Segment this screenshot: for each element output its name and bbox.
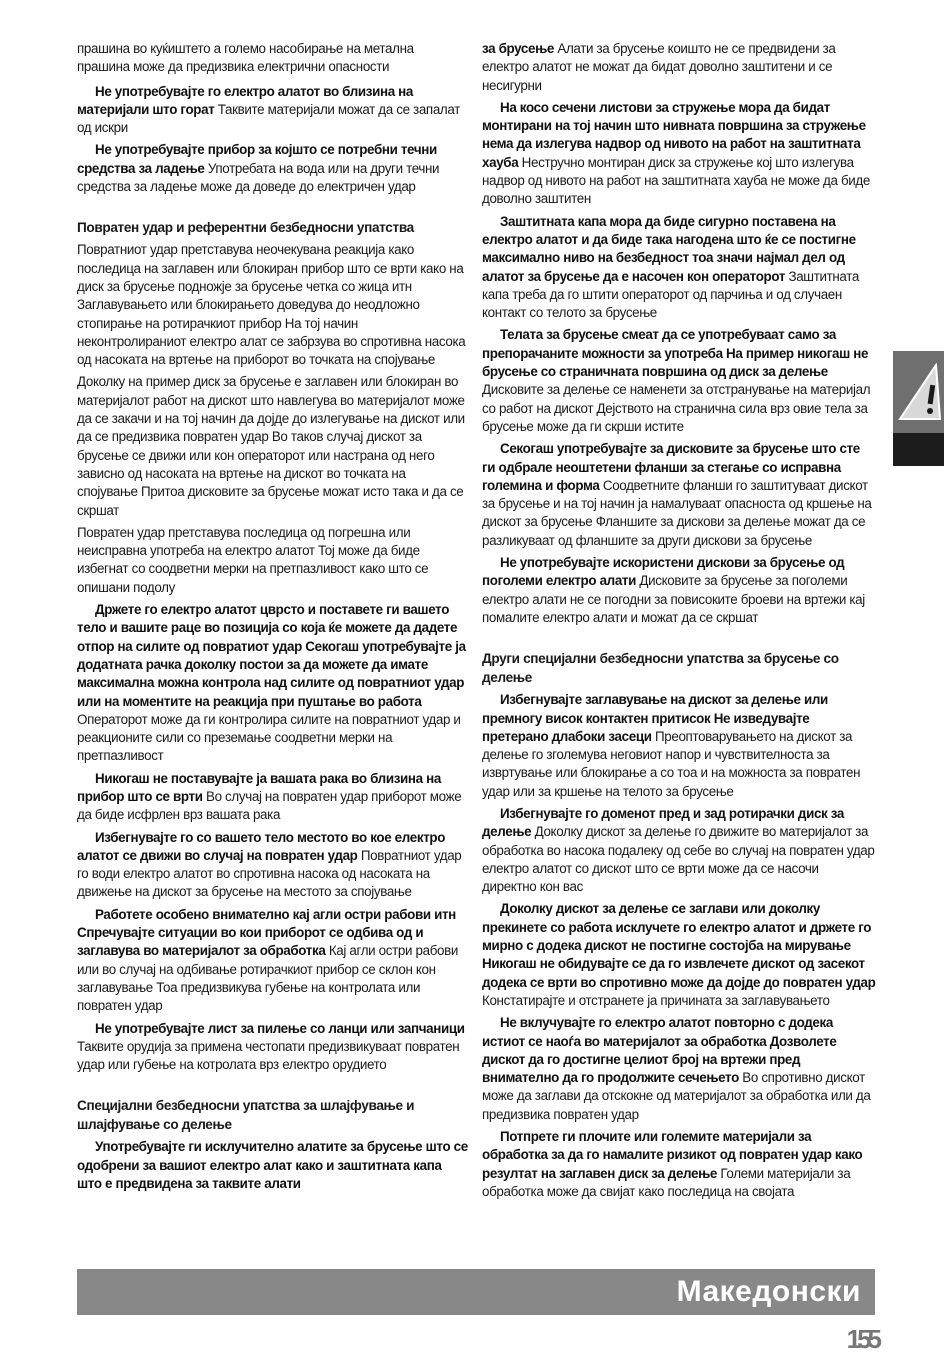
section-heading: Повратен удар и референтни безбедносни упатства — [77, 220, 414, 236]
language-label: Македонски — [676, 1275, 861, 1308]
page-number: 155 — [846, 1324, 878, 1354]
warning-triangle-icon — [896, 363, 942, 423]
paragraph: Не употребувајте искористени дискови за брусење од поголеми електро алати Дисковите за брусење за поголеми електро алати не се погодни за повисоките броеви на вртежи кај помалите електро алати и можат да се скршат — [482, 555, 865, 625]
right-column — [482, 40, 876, 1205]
left-column — [77, 40, 469, 1197]
paragraph: Повратниот удар претставува неочекувана реакција како последица на заглавен или блокиран прибор што се врти како на диск за брусење подножје за брусење четка со жица итн Заглавувањето или блокирањето доведува до неодложно стопирање на ротирачкиот прибор На тој начин неконтролираниот електро алат се забрзува во спротивна насока од насоката на вртење на приборот во точката на спојување — [77, 242, 466, 368]
paragraph: Доколку на пример диск за брусење е заглавен или блокиран во материјалот работ на дискот што навлегува во материјалот може да се закачи и на тој начин да дојде до излегување на дискот или да се предизвика повратен удар Во таков случај дискот за брусење се движи или кон операторот или настрана од него зависно од насоката на вртење на дискот во точката на спојување Притоа дисковите за брусење можат исто така и да се скршат — [77, 374, 465, 518]
paragraph: Држете го електро алатот цврсто и поставете ги вашето тело и вашите раце во позиција со која ќе можете да дадете отпор на силите од повратиот удар Секогаш употребувајте ја додатната рачка доколку постои за да можете да имате максимална можна контрола над силите од повратниот удар или на моментите на реакција при пуштање во работа Операторот може да ги контролира силите на повратниот удар и реакционите сили со преземање соодветни мерки на претпазливост — [77, 602, 466, 764]
paragraph: Доколку дискот за делење се заглави или доколку прекинете со работа исклучете го електро алатот и држете го мирно с додека дискот не постигне состојба на мирување Никогаш не обидувајте се да го извлечете дискот од засекот додека се врти во спротивно може да дојде до повратен удар Констатирајте и отстранете ја причината за заглавувањето — [482, 901, 876, 1008]
paragraph: Избегнувајте заглавување на дискот за делење или премногу висок контактен притисок Не изведувајте претерано длабоки засеци Преоптоварувањето на дискот за делење го зголемува неговиот напор и чувствителноста за извртување или блокирање а со тоа и на можноста за повратен удар или за кршење на телото за брусење — [482, 692, 861, 799]
paragraph: Не употребувајте лист за пилење со ланци или запчаници Таквите орудија за примена честопати предизвикуваат повратен удар или губење на котролата врз електро орудието — [77, 1020, 465, 1073]
paragraph: Не употребувајте прибор за којшто се потребни течни средства за ладење Употребата на вода или на други течни средства за ладење може да доведе до електричен удар — [77, 142, 440, 195]
paragraph: Секогаш употребувајте за дисковите за брусење што сте ги одбрале неоштетени фланши за стегање со исправна големина и форма Соодветните фланши го заштитуваат дискот за брусење и на тој начин ја намалуваат опасноста од кршење на дискот за брусење Фланшите за дискови за делење можат да се разликуваат од фланшите за други дискови за брусење — [482, 441, 872, 548]
paragraph: Работете особено внимателно кај агли остри рабови итн Спречувајте ситуации во кои приборот се одбива од и заглавува во материјалот за обработка Кај агли остри рабови или во случај на одбивање ротирачкиот прибор се склон кон заглавување Тоа предизвикува губење на контролата или повратен удар — [77, 906, 459, 1014]
paragraph: Телата за брусење смеат да се употребуваат само за препорачаните можности за употреба На пример никогаш не брусење со страничната површина од диск за делење Дисковите за делење се наменети за отстранување на материјал со работ на дискот Дејството на странична сила врз овие тела за брусење може да ги скрши истите — [482, 327, 871, 434]
paragraph: Повратен удар претставува последица од погрешна или неисправна употреба на електро алатот Тој може да биде избегнат со соодветни мерки на претпазливост како што се опишани подолу — [77, 524, 429, 595]
paragraph: На косо сечени листови за стружење мора да бидат монтирани на тој начин што нивната површина за стружење нема да излегува надвор од нивото на работ на заштитната хауба Нестручно монтиран диск за стружење кој што излегува надвор од нивото на работ на заштитната хауба не може да биде доволно заштитен — [482, 99, 870, 207]
language-bar — [77, 1269, 875, 1315]
paragraph: Заштитната капа мора да биде сигурно поставена на електро алатот и да биде така нагодена што ќе се постигне максимално ниво на безбедност тоа значи најмал дел од алатот за брусење да е насочен кон операторот Заштитната капа треба да го штити операторот од парчиња и од случаен контакт со телото за брусење — [482, 213, 859, 321]
paragraph: Избегнувајте го доменот пред и зад ротирачки диск за делење Доколку дискот за делење го движите во материјалот за обработка во насока подалеку од себе во случај на повратен удар електро алатот со дискот што се врти може да се насочи директно кон вас — [482, 805, 875, 895]
paragraph: прашина во куќиштето а големо насобирање на метална прашина може да предизвика електрични опасности — [77, 41, 414, 75]
paragraph: Не употребувајте го електро алатот во близина на материјали што горат Таквите материјали можат да се запалат од искри — [77, 83, 460, 136]
paragraph: Никогаш не поставувајте ја вашата рака во близина на прибор што се врти Во случај на повратен удар приборот може да биде исфрлен врз вашата рака — [77, 770, 462, 823]
section-heading: Специјални безбедносни упатства за шлајфување и шлајфување со делење — [77, 1098, 415, 1133]
paragraph: Не вклучувајте го електро алатот повторно с додека истиот се наоѓа во материјалот за обработка Дозволете дискот да го достигне целиот број на вртежи пред внимателно да го продолжите сечењето Во спротивно дискот може да заглави да отскокне од материјалот за обработка или да предизвика повратен удар — [482, 1015, 871, 1122]
paragraph: Потпрете ги плочите или големите материјали за обработка за да го намалите ризикот од повратен удар како резултат на заглавен диск за делење Големи материјали за обработка може да свијат како последица на својата — [482, 1129, 863, 1199]
paragraph: Употребувајте ги исклучително алатите за брусење што се одобрени за вашиот електро алат како и заштитната капа што е предвидена за таквите алати — [77, 1139, 468, 1192]
section-heading: Други специјални безбедносни упатства за брусење со делење — [482, 651, 839, 686]
paragraph: Избегнувајте го со вашето тело местото во кое електро алатот се движи во случај на повратен удар Повратниот удар го води електро алатот во спротивна насока од насоката на движење на дискот за брусење на местото за спојување — [77, 829, 462, 900]
paragraph: за брусење Алати за брусење коишто не се предвидени за електро алатот не можат да бидат доволно заштитени и се несигурни — [482, 41, 836, 93]
warning-tab — [893, 351, 944, 466]
